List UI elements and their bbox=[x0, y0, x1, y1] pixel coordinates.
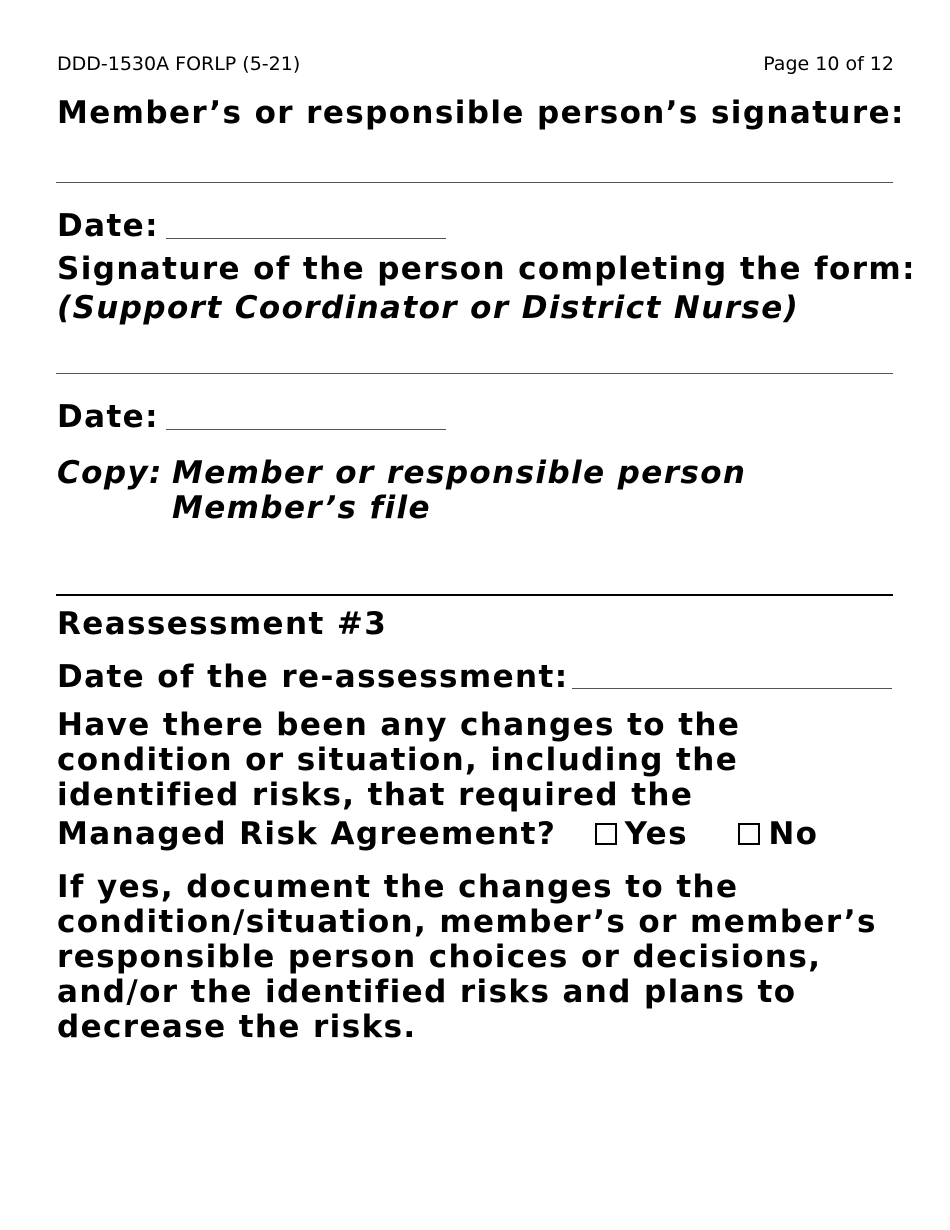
instruction-line: If yes, document the changes to the bbox=[57, 869, 739, 905]
form-id: DDD-1530A FORLP (5-21) bbox=[57, 53, 301, 75]
question-line: identified risks, that required the bbox=[57, 777, 694, 813]
question-line bbox=[57, 817, 818, 852]
copy-recipient: Member or responsible person bbox=[172, 455, 747, 491]
reassessment-date-field[interactable] bbox=[572, 688, 892, 689]
completer-signature-line[interactable] bbox=[56, 373, 893, 374]
yes-checkbox[interactable] bbox=[595, 823, 617, 845]
copy-label: Copy: bbox=[57, 455, 163, 491]
instruction-line: condition/situation, member’s or member’s bbox=[57, 904, 877, 940]
reassessment-title: Reassessment #3 bbox=[57, 606, 388, 642]
member-signature-line[interactable] bbox=[56, 182, 893, 183]
completer-signature-label: Signature of the person completing the form: bbox=[57, 251, 916, 287]
question-line: Have there been any changes to the bbox=[57, 707, 741, 743]
no-label: No bbox=[768, 816, 819, 852]
question-line-text: Managed Risk Agreement? bbox=[57, 816, 557, 852]
page-number: Page 10 of 12 bbox=[763, 53, 894, 75]
no-checkbox[interactable] bbox=[738, 823, 760, 845]
instruction-line: and/or the identified risks and plans to bbox=[57, 974, 797, 1010]
instruction-line: responsible person choices or decisions, bbox=[57, 939, 822, 975]
date-label-2: Date: bbox=[57, 399, 159, 435]
copy-recipient: Member’s file bbox=[172, 490, 431, 526]
reassessment-date-label: Date of the re-assessment: bbox=[57, 659, 569, 695]
yes-label: Yes bbox=[624, 816, 688, 852]
section-divider bbox=[56, 594, 893, 596]
date-field-1[interactable] bbox=[166, 238, 446, 239]
date-label-1: Date: bbox=[57, 208, 159, 244]
no-option[interactable] bbox=[738, 816, 818, 852]
member-signature-label: Member’s or responsible person’s signature: bbox=[57, 95, 905, 131]
yes-option[interactable] bbox=[595, 816, 688, 852]
date-field-2[interactable] bbox=[166, 429, 446, 430]
question-line: condition or situation, including the bbox=[57, 742, 739, 778]
instruction-line: decrease the risks. bbox=[57, 1009, 417, 1045]
completer-role: (Support Coordinator or District Nurse) bbox=[57, 290, 800, 326]
